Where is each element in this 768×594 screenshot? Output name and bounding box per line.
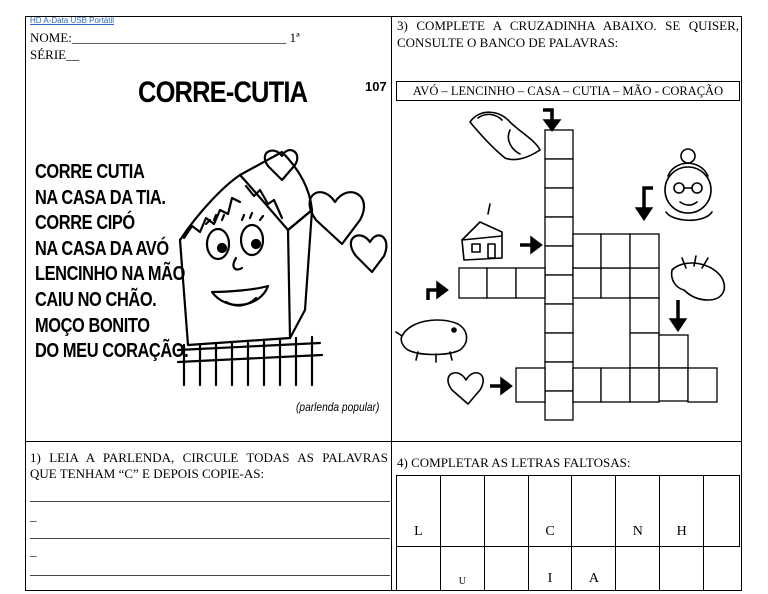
crossword-cell (573, 368, 601, 402)
crossword-cell (487, 268, 516, 298)
crossword-cell (545, 362, 573, 391)
crossword-cell (516, 368, 545, 402)
word-bank: AVÓ – LENCINHO – CASA – CUTIA – MÃO - CORAÇÃO (396, 81, 740, 101)
letter-box[interactable]: N (616, 476, 660, 547)
page-number: 107 (365, 79, 387, 94)
crossword-cell (545, 246, 573, 275)
arrow-icon (546, 121, 558, 129)
crossword-cell (545, 217, 573, 246)
cutia-icon (401, 320, 466, 355)
arrow-icon (532, 239, 540, 251)
poem-line: CORRE CUTIA (35, 161, 145, 183)
q3-instruction-line2: CONSULTE O BANCO DE PALAVRAS: (397, 35, 619, 50)
poem-line: CORRE CIPÓ (35, 212, 135, 235)
crossword-cell (545, 304, 573, 333)
header-link[interactable]: HD A-Data USB Portátil (30, 16, 115, 25)
letter-box[interactable]: L (397, 476, 441, 547)
poem-line: CAIU NO CHÃO. (35, 288, 157, 311)
crossword-cell (630, 368, 659, 402)
answer-line[interactable] (30, 538, 390, 539)
letter-box[interactable] (397, 547, 441, 591)
letter-box-empty (704, 547, 740, 591)
crossword-cell (630, 298, 659, 333)
crossword-cell (630, 234, 659, 268)
crossword-cell (573, 234, 601, 268)
letter-box[interactable] (572, 476, 616, 547)
poem-line: LENCINHO NA MÃO (35, 263, 185, 286)
answer-line[interactable] (30, 501, 390, 502)
letter-box[interactable] (704, 476, 740, 547)
crossword-cell (659, 335, 688, 368)
poem-credit: (parlenda popular) (296, 400, 380, 414)
house-illustration (170, 140, 390, 400)
crossword-cell (601, 234, 630, 268)
missing-letters-grid (396, 475, 740, 591)
crossword-cell (545, 391, 573, 420)
arrow-icon (644, 188, 653, 210)
crossword-cell (545, 275, 573, 304)
letter-box[interactable]: C (528, 476, 572, 547)
arrow-icon (438, 284, 446, 296)
crossword-cell (459, 268, 487, 298)
hand-icon (672, 263, 725, 300)
crossword-cell (630, 268, 659, 298)
house-icon (462, 222, 502, 260)
crossword-cell (601, 268, 630, 298)
crossword-cell (545, 159, 573, 188)
letter-box[interactable]: I (528, 547, 572, 591)
serie-line: SÉRIE__ (30, 47, 80, 62)
q1-instruction-line1: 1) LEIA A PARLENDA, CIRCULE TODAS AS PALAVRAS (30, 450, 388, 465)
crossword-cell (601, 368, 630, 402)
poem-line: MOÇO BONITO (35, 314, 150, 337)
poem-line: NA CASA DA TIA. (35, 186, 166, 209)
answer-line-dash: _ (30, 543, 37, 558)
crossword-cell (659, 368, 688, 401)
crossword-cell (545, 188, 573, 217)
letter-box[interactable] (616, 547, 660, 591)
answer-line[interactable] (30, 575, 390, 576)
letter-box[interactable]: A (572, 547, 616, 591)
letter-box[interactable]: U (440, 547, 484, 591)
letter-box[interactable] (484, 476, 528, 547)
heart-icon (448, 373, 483, 404)
poem-line: NA CASA DA AVÓ (35, 237, 169, 260)
answer-line-dash: _ (30, 508, 37, 523)
heart-icon (351, 235, 387, 272)
crossword-cell (630, 333, 659, 368)
letter-box[interactable]: H (660, 476, 704, 547)
q1-instruction-line2: QUE TENHAM “C” E DEPOIS COPIE-AS: (30, 466, 265, 481)
left-section-divider (25, 441, 391, 442)
poem-text (35, 160, 188, 365)
crossword-cell (573, 268, 601, 298)
crossword-puzzle (392, 102, 741, 440)
q4-instruction: 4) COMPLETAR AS LETRAS FALTOSAS: (397, 455, 631, 470)
name-line: NOME:_________________________________ 1ª (30, 30, 300, 45)
crossword-cell (545, 130, 573, 159)
crossword-cell (545, 333, 573, 362)
q3-instruction-line1: 3) COMPLETE A CRUZADINHA ABAIXO. SE QUISER, (397, 18, 739, 33)
arrow-icon (502, 380, 510, 392)
grandma-icon (665, 167, 711, 213)
handkerchief-icon (470, 112, 540, 159)
arrow-icon (672, 320, 684, 329)
letter-box[interactable] (660, 547, 704, 591)
arrow-icon (638, 209, 650, 218)
poem-title: CORRE-CUTIA (138, 76, 308, 109)
right-section-divider (391, 441, 742, 442)
letter-box[interactable] (484, 547, 528, 591)
crossword-cell (688, 368, 717, 402)
poem-line: DO MEU CORAÇÃO. (35, 340, 189, 363)
letter-box[interactable] (440, 476, 484, 547)
crossword-cell (516, 268, 545, 298)
